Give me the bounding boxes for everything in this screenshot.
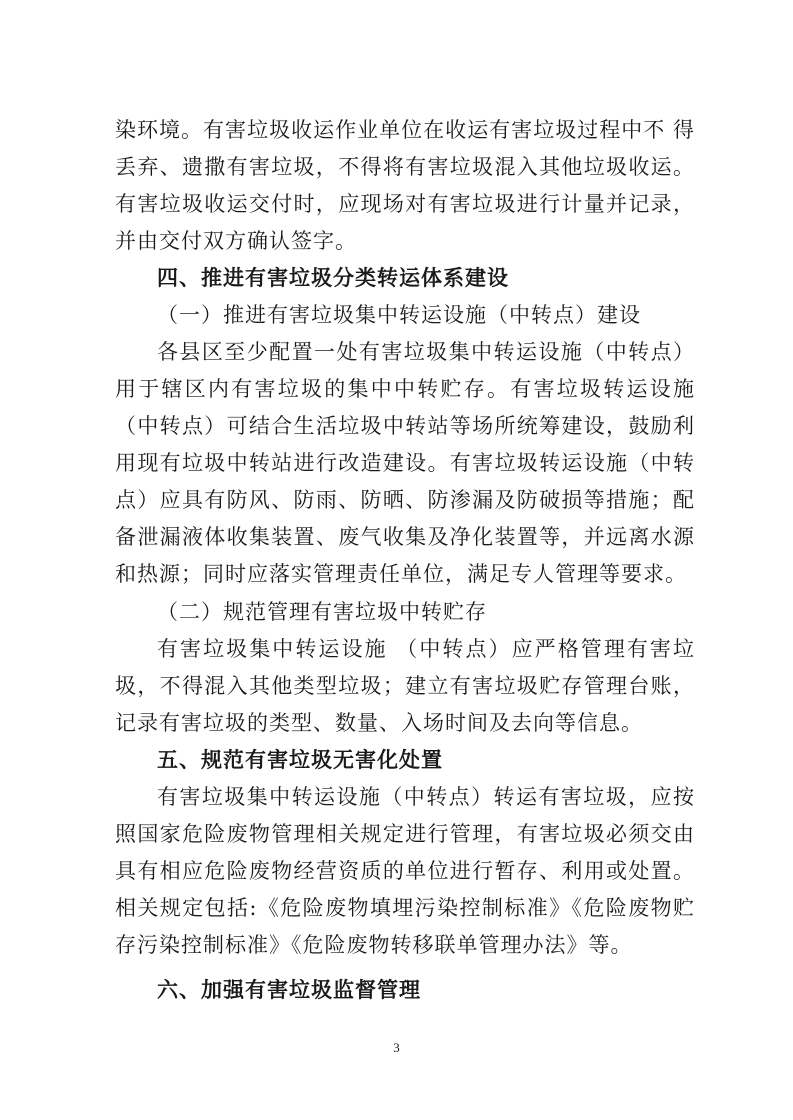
- paragraph-storage-management: 有害垃圾集中转运设施 （中转点）应严格管理有害垃圾，不得混入其他类型垃圾；建立有害垃圾贮存管理台账，记录有害垃圾的类型、数量、入场时间及去向等信息。: [115, 637, 695, 735]
- paragraph-continuation: 染环境。有害垃圾收运作业单位在收运有害垃圾过程中不 得丢弃、遗撒有害垃圾，不得将有害垃圾混入其他垃圾收运。有害垃圾收运交付时，应现场对有害垃圾进行计量并记录，并由交付双方确认签字。: [115, 118, 695, 253]
- subsection-heading-4-2: （二）规范管理有害垃圾中转贮存: [157, 600, 487, 624]
- section-heading-5: 五、规范有害垃圾无害化处置: [157, 748, 443, 772]
- paragraph-transfer-facility: 各县区至少配置一处有害垃圾集中转运设施（中转点）用于辖区内有害垃圾的集中中转贮存。有害垃圾转运设施（中转点）可结合生活垃圾中转站等场所统筹建设，鼓励利用现有垃圾中转站进行改造建设。有害垃圾转运设施（中转点）应具有防风、防雨、防晒、防渗漏及防破损等措施；配备泄漏液体收集装置、废气收集及净化装置等，并远离水源和热源；同时应落实管理责任单位，满足专人管理等要求。: [115, 340, 695, 586]
- page-number: 3: [393, 1040, 400, 1055]
- paragraph-disposal: 有害垃圾集中转运设施（中转点）转运有害垃圾，应按照国家危险废物管理相关规定进行管理，有害垃圾必须交由具有相应危险废物经营资质的单位进行暂存、利用或处置。相关规定包括:《危险废物填埋污染控制标准》《危险废物贮存污染控制标准》《危险废物转移联单管理办法》等。: [115, 785, 695, 957]
- section-heading-4: 四、推进有害垃圾分类转运体系建设: [157, 266, 509, 290]
- section-heading-6: 六、加强有害垃圾监督管理: [157, 978, 421, 1002]
- subsection-heading-4-1: （一）推进有害垃圾集中转运设施（中转点）建设: [157, 303, 641, 327]
